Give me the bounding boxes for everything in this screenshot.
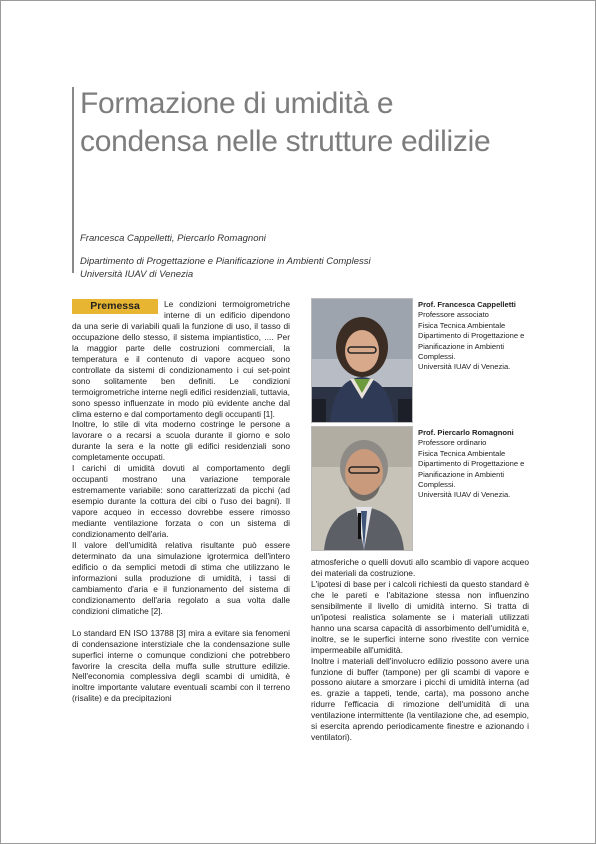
section-heading-premessa: Premessa bbox=[72, 299, 158, 314]
paragraph: Le condizioni termoigrometriche interne di un edificio dipendono da una serie di variabili quali la funzione di uso, il tasso di occupazione dello stesso, il sistema impiantistico, .... Per la maggior parte delle costruzioni commerciali, la temperatura e il contenuto di vapore acqueo sono controllate da sistemi di condizionamento i cui set-point sono solitamente ben definiti. Le condizioni termoigrometriche interne negli edifici residenziali, tuttavia, sono spesso influenzate in modo più evidente anche dal clima esterno e dal comportamento degli occupanti [1]. bbox=[72, 299, 290, 419]
bio-role: Professore associato bbox=[418, 310, 489, 320]
left-text-column bbox=[72, 299, 290, 704]
bio-field: Fisica Tecnica Ambientale bbox=[418, 320, 506, 330]
paragraph: Il valore dell'umidità relativa risultante può essere determinato da una simulazione igrotermica dell'intero edificio o da semplici metodi di stima che utilizzano le informazioni sulla produzione di umidità, i tassi di cambiamento d'aria e il funzionamento del sistema di condizionamento dell'aria regolato a sua volta dalle condizioni climatiche [2]. bbox=[72, 539, 290, 616]
portrait-man-image bbox=[312, 427, 412, 550]
affiliation-university: Università IUAV di Venezia bbox=[80, 269, 194, 280]
bio-name: Prof. Francesca Cappelletti bbox=[418, 300, 516, 309]
bio-name: Prof. Piercarlo Romagnoni bbox=[418, 428, 514, 437]
bio-department: Dipartimento di Progettazione e Pianificazione in Ambienti Complessi. bbox=[418, 331, 525, 362]
paragraph-spacer bbox=[72, 617, 290, 628]
bio-university: Università IUAV di Venezia. bbox=[418, 490, 511, 500]
author-photo-cappelletti bbox=[311, 298, 413, 423]
title-rule bbox=[72, 87, 74, 273]
affiliation-department: Dipartimento di Progettazione e Pianificazione in Ambienti Complessi bbox=[80, 256, 371, 267]
paragraph: Inoltre i materiali dell'involucro edilizio possono avere una funzione di buffer (tampone) per gli scambi di vapore e possono aiutare a smorzare i picchi di umidità interna (ad es. grazie a tappeti, tende, carta), ma possono anche ridurre l'efficacia di rimozione dell'umidità di una ventilazione intermittente (la ventilazione che, ad esempio, si esercita aprendo periodicamente finestre e azionando i ventilatori). bbox=[311, 655, 529, 743]
author-photo-romagnoni bbox=[311, 426, 413, 551]
article-title: Formazione di umidità e condensa nelle strutture edilizie bbox=[80, 87, 491, 158]
author-bio-cappelletti bbox=[418, 300, 530, 373]
paragraph: I carichi di umidità dovuti al comportamento degli occupanti mostrano una variazione temporale estremamente variabile: sono caratterizzati da picchi (ad esempio durante la cottura dei cibi o l'uso dei bagni). Il vapore acqueo in eccesso dovrebbe essere rimosso mediante ventilazione forzata o con un sistema di condizionamento dell'aria. bbox=[72, 463, 290, 540]
paragraph: Lo standard EN ISO 13788 [3] mira a evitare sia fenomeni di condensazione interstiziale che la condensazione sulle superfici interne o comunque condizioni che potrebbero favorire la crescita della muffa sulle strutture edilizie. Nell'economia complessiva degli scambi di umidità, è inoltre importante valutare eventuali scambi con il terreno (risalite) e da precipitazioni bbox=[72, 627, 290, 704]
author-bio-romagnoni bbox=[418, 428, 530, 501]
paragraph: L'ipotesi di base per i calcoli richiesti da questo standard è che le pareti e l'abitazione stessa non influenzino sensibilmente il livello di umidità interno. Si tratta di un'ipotesi realistica solamente se i materiali utilizzati hanno una scarsa capacità di assorbimento dell'umidità e, inoltre, se le superfici interne sono rivestite con vernice impermeabile all'umidità. bbox=[311, 578, 529, 655]
bio-role: Professore ordinario bbox=[418, 438, 487, 448]
paragraph: Inoltre, lo stile di vita moderno costringe le persone a lavorare o a recarsi a scuola durante il giorno e solo durante la sera e la notte gli edifici residenziali sono completamente occupati. bbox=[72, 419, 290, 463]
bio-field: Fisica Tecnica Ambientale bbox=[418, 448, 506, 458]
bio-university: Università IUAV di Venezia. bbox=[418, 362, 511, 372]
article-affiliation bbox=[80, 255, 371, 281]
bio-department: Dipartimento di Progettazione e Pianificazione in Ambienti Complessi. bbox=[418, 459, 525, 490]
article-authors: Francesca Cappelletti, Piercarlo Romagnoni bbox=[80, 233, 266, 244]
portrait-woman-image bbox=[312, 299, 412, 422]
paragraph: atmosferiche o quelli dovuti allo scambio di vapore acqueo dei materiali da costruzione. bbox=[311, 557, 529, 578]
right-text-column bbox=[311, 557, 529, 743]
